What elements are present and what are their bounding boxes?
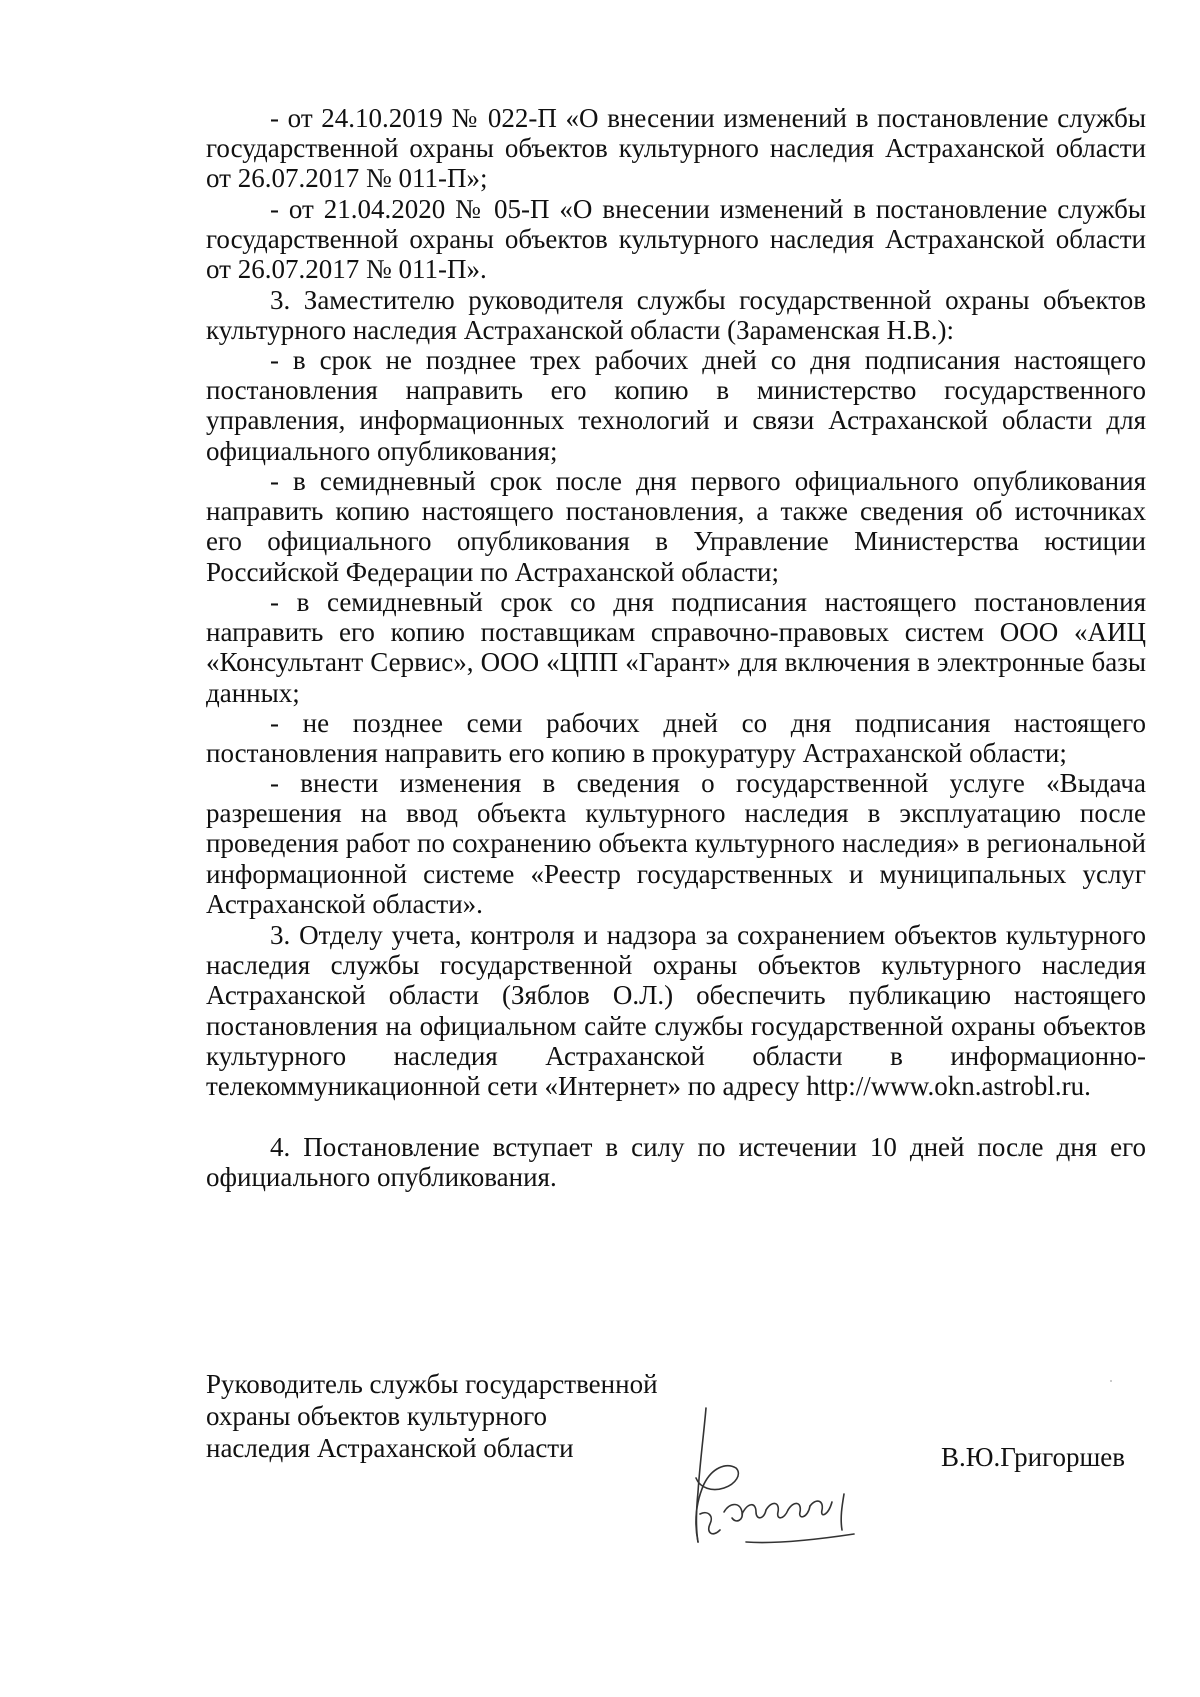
signer-title-line: Руководитель службы государственной — [206, 1369, 658, 1399]
paragraph-seven-day-justice: - в семидневный срок после дня первого официального опубликования направить копию настоящего постановления, а также сведения об источниках его официального опубликования в Управление Министерства юстиции Российской Федерации по Астраханской области; — [206, 466, 1146, 587]
signer-title-line: наследия Астраханской области — [206, 1433, 574, 1463]
paragraph-amendment-2019: - от 24.10.2019 № 022-П «О внесении изменений в постановление службы государственной охраны объектов культурного наследия Астраханской области от 26.07.2017 № 011-П»; — [206, 103, 1146, 194]
paragraph-prosecutor: - не позднее семи рабочих дней со дня подписания настоящего постановления направить его копию в прокуратуру Астраханской области; — [206, 708, 1146, 769]
signer-name: В.Ю.Григоршев — [941, 1442, 1126, 1472]
paragraph-registry-update: - внести изменения в сведения о государственной услуге «Выдача разрешения на ввод объекта культурного наследия в эксплуатацию после проведения работ по сохранению объекта культурного наследия» в региональной информационной системе «Реестр государственных и муниципальных услуг Астраханской области». — [206, 768, 1146, 919]
paragraph-item-4-effect: 4. Постановление вступает в силу по истечении 10 дней после дня его официального опубликования. — [206, 1132, 1146, 1193]
handwritten-signature — [684, 1402, 904, 1552]
signer-title-line: охраны объектов культурного — [206, 1401, 547, 1431]
signer-title — [206, 1368, 658, 1464]
paragraph-item-3-deputy: 3. Заместителю руководителя службы государственной охраны объектов культурного наследия Астраханской области (Зараменская Н.В.): — [206, 285, 1146, 346]
scan-speck — [1110, 1380, 1112, 1382]
paragraph-item-3-department: 3. Отделу учета, контроля и надзора за сохранением объектов культурного наследия службы государственной охраны объектов культурного наследия Астраханской области (Зяблов О.Л.) обеспечить публикацию настоящего постановления на официальном сайте службы государственной охраны объектов культурного наследия Астраханской области в информационно-телекоммуникационной сети «Интернет» по адресу http://www.okn.astrobl.ru. — [206, 920, 1146, 1102]
paragraph-seven-day-legal-systems: - в семидневный срок со дня подписания настоящего постановления направить его копию поставщикам справочно-правовых систем ООО «АИЦ «Консультант Сервис», ООО «ЦПП «Гарант» для включения в электронные базы данных; — [206, 587, 1146, 708]
paragraph-deadline-three-days: - в срок не позднее трех рабочих дней со дня подписания настоящего постановления направить его копию в министерство государственного управления, информационных технологий и связи Астраханской области для официального опубликования; — [206, 345, 1146, 466]
paragraph-amendment-2020: - от 21.04.2020 № 05-П «О внесении изменений в постановление службы государственной охраны объектов культурного наследия Астраханской области от 26.07.2017 № 011-П». — [206, 194, 1146, 285]
